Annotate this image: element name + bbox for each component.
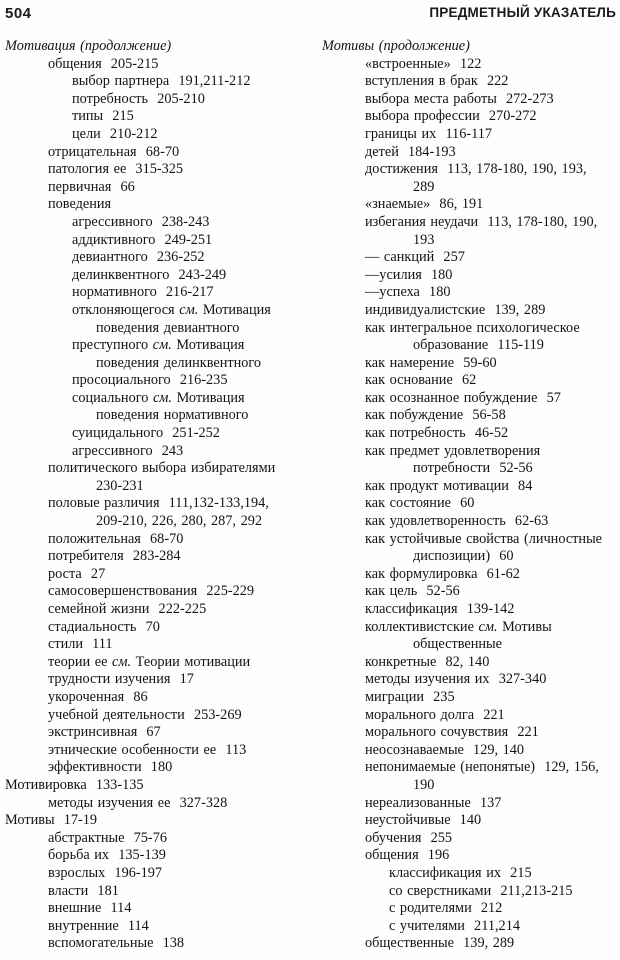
index-entry-text: вступления в брак 222 xyxy=(365,73,509,90)
index-entry-text: достижения 113, 178-180, 190, 193, xyxy=(365,161,587,178)
index-entry-text: «знаемые» 86, 191 xyxy=(365,196,484,213)
index-entry xyxy=(5,38,305,56)
index-entry-text: 230-231 xyxy=(96,477,144,494)
index-entry xyxy=(322,407,620,425)
index-entry xyxy=(5,777,305,795)
index-entry-text: выбора профессии 270-272 xyxy=(365,108,537,125)
index-entry xyxy=(322,865,620,883)
index-entry-text: преступного xyxy=(72,337,153,354)
index-entry xyxy=(5,935,305,953)
index-entry-text: см. xyxy=(152,389,172,406)
index-entry xyxy=(322,812,620,830)
index-entry xyxy=(322,935,620,953)
index-entry xyxy=(322,742,620,760)
index-entry-text: классификация их 215 xyxy=(389,864,532,881)
index-entry xyxy=(322,337,620,355)
index-entry xyxy=(322,548,620,566)
index-entry-text: Мотивы 17-19 xyxy=(5,812,98,829)
index-entry xyxy=(5,759,305,777)
index-entry-text: роста 27 xyxy=(48,565,106,582)
index-entry xyxy=(322,531,620,549)
index-entry-text: политического выбора избирателями xyxy=(48,460,276,477)
index-entry-text: потребность 205-210 xyxy=(72,90,205,107)
index-entry-text: как предмет удовлетворения xyxy=(365,442,541,459)
index-entry xyxy=(5,407,305,425)
index-entry-text: как потребность 46-52 xyxy=(365,425,509,442)
index-entry xyxy=(5,56,305,74)
index-entry-text: стадиальность 70 xyxy=(48,618,160,635)
index-entry xyxy=(5,108,305,126)
index-entry xyxy=(5,883,305,901)
index-entry-text: выбора места работы 272-273 xyxy=(365,90,554,107)
index-entry-text: внешние 114 xyxy=(48,900,132,917)
index-entry xyxy=(322,654,620,672)
index-entry xyxy=(322,144,620,162)
index-entry xyxy=(322,830,620,848)
index-entry-text: конкретные 82, 140 xyxy=(365,653,490,670)
index-entry-text: положительная 68-70 xyxy=(48,530,184,547)
index-entry xyxy=(322,566,620,584)
index-entry xyxy=(5,73,305,91)
index-entry-text: со сверстниками 211,213-215 xyxy=(389,882,573,899)
index-entry xyxy=(5,619,305,637)
index-entry xyxy=(322,777,620,795)
index-entry-text: см. xyxy=(112,653,132,670)
index-entry xyxy=(5,566,305,584)
index-entry-text: типы 215 xyxy=(72,108,134,125)
index-entry-text: Теории мотивации xyxy=(131,653,251,670)
index-entry-text: стили 111 xyxy=(48,636,113,653)
index-entry-text: поведения девиантного xyxy=(96,319,240,336)
index-entry-text: Мотивация xyxy=(198,301,271,318)
index-entry-text: общественные xyxy=(413,636,502,653)
index-entry-text: семейной жизни 222-225 xyxy=(48,601,207,617)
index-entry-text: Мотивы (продолжение) xyxy=(322,38,470,54)
index-entry xyxy=(5,847,305,865)
index-entry-text: см. xyxy=(478,618,498,635)
index-entry xyxy=(322,73,620,91)
index-entry-text: морального долга 221 xyxy=(365,706,505,723)
index-entry-text: с учителями 211,214 xyxy=(389,917,520,934)
index-entry xyxy=(5,161,305,179)
index-entry-text: просоциального 216-235 xyxy=(72,372,228,389)
index-entry-text: поведения нормативного xyxy=(96,407,249,424)
index-entry xyxy=(5,284,305,302)
index-entry-text: Мотивация xyxy=(172,389,245,406)
index-entry-text: потребителя 283-284 xyxy=(48,548,181,565)
index-entry-text: эффективности 180 xyxy=(48,759,173,776)
index-entry xyxy=(5,531,305,549)
index-entry-text: как побуждение 56-58 xyxy=(365,407,506,424)
index-entry-text: Мотивировка 133-135 xyxy=(5,776,144,793)
index-entry xyxy=(5,196,305,214)
index-entry-text: суицидального 251-252 xyxy=(72,425,220,442)
index-entry-text: экстринсивная 67 xyxy=(48,724,161,741)
index-entry xyxy=(322,883,620,901)
index-entry-text: неосознаваемые 129, 140 xyxy=(365,741,525,758)
index-entry xyxy=(322,795,620,813)
index-entry-text: выбор партнера 191,211-212 xyxy=(72,73,251,90)
index-entry-text: вспомогательные 138 xyxy=(48,935,185,952)
index-entry xyxy=(322,636,620,654)
index-entry-text: 193 xyxy=(413,231,435,248)
index-entry-text: 289 xyxy=(413,178,435,195)
index-entry xyxy=(322,495,620,513)
index-entry xyxy=(5,443,305,461)
index-entry xyxy=(5,707,305,725)
index-entry xyxy=(5,583,305,601)
index-entry-text: взрослых 196-197 xyxy=(48,864,163,881)
index-entry-text: непонимаемые (непонятые) 129, 156, xyxy=(365,759,599,776)
index-entry xyxy=(5,232,305,250)
index-entry-text: методы изучения ее 327-328 xyxy=(48,794,228,811)
index-entry xyxy=(322,513,620,531)
index-entry xyxy=(5,601,305,619)
index-entry xyxy=(322,267,620,285)
index-entry xyxy=(322,249,620,267)
index-entry-text: — санкций 257 xyxy=(365,249,465,266)
index-entry-text: потребности 52-56 xyxy=(413,460,533,477)
index-entry xyxy=(322,108,620,126)
page-number: 504 xyxy=(5,5,32,22)
index-entry-text: как интегральное психологическое xyxy=(365,319,580,336)
index-entry-text: общественные 139, 289 xyxy=(365,935,515,952)
index-entry xyxy=(5,372,305,390)
index-entry xyxy=(5,478,305,496)
index-entry-text: методы изучения их 327-340 xyxy=(365,671,547,688)
index-entry xyxy=(322,619,620,637)
index-entry-text: половые различия 111,132-133,194, xyxy=(48,495,269,512)
index-entry-text: агрессивного 243 xyxy=(72,442,184,459)
index-entry-text: агрессивного 238-243 xyxy=(72,213,210,230)
index-entry xyxy=(322,56,620,74)
index-entry xyxy=(322,918,620,936)
index-entry-text: как формулировка 61-62 xyxy=(365,565,520,582)
index-entry xyxy=(322,390,620,408)
index-entry-text: как продукт мотивации 84 xyxy=(365,477,533,494)
index-entry xyxy=(5,267,305,285)
index-entry-text: неустойчивые 140 xyxy=(365,812,482,829)
index-entry-text: избегания неудачи 113, 178-180, 190, xyxy=(365,213,598,230)
index-entry xyxy=(5,812,305,830)
index-entry-text: общения 196 xyxy=(365,847,450,864)
index-entry-text: первичная 66 xyxy=(48,178,135,195)
index-entry xyxy=(5,214,305,232)
index-entry-text: см. xyxy=(152,337,172,354)
index-entry xyxy=(5,390,305,408)
index-entry-text: отрицательная 68-70 xyxy=(48,143,180,160)
index-entry-text: Мотивация (продолжение) xyxy=(5,38,172,54)
index-entry-text: границы их 116-117 xyxy=(365,125,493,142)
index-entry-text: образование 115-119 xyxy=(413,337,544,354)
index-entry-text: общения 205-215 xyxy=(48,55,159,72)
index-entry xyxy=(5,654,305,672)
index-entry-text: «встроенные» 122 xyxy=(365,55,482,72)
index-entry-text: нереализованные 137 xyxy=(365,794,502,811)
index-entry-text: 209-210, 226, 280, 287, 292 xyxy=(96,513,263,530)
index-entry xyxy=(322,425,620,443)
index-entry-text: миграции 235 xyxy=(365,688,455,705)
index-entry xyxy=(5,795,305,813)
index-entry xyxy=(322,161,620,179)
index-entry-text: власти 181 xyxy=(48,882,119,899)
index-entry xyxy=(5,548,305,566)
index-entry-text: трудности изучения 17 xyxy=(48,671,194,688)
index-entry xyxy=(322,689,620,707)
index-entry xyxy=(322,284,620,302)
index-entry xyxy=(5,460,305,478)
index-entry-text: как основание 62 xyxy=(365,372,477,389)
index-entry-text: Мотивация xyxy=(171,337,245,354)
index-entry-text: делинквентного 243-249 xyxy=(72,266,227,283)
index-entry xyxy=(322,320,620,338)
index-entry-text: как состояние 60 xyxy=(365,495,475,512)
index-entry-text: как намерение 59-60 xyxy=(365,354,497,371)
index-entry-text: поведения xyxy=(48,196,112,213)
index-entry-text: —усилия 180 xyxy=(365,266,453,283)
index-entry xyxy=(5,126,305,144)
index-entry xyxy=(322,671,620,689)
index-entry xyxy=(322,478,620,496)
index-entry xyxy=(322,583,620,601)
index-entry xyxy=(5,671,305,689)
index-entry xyxy=(5,91,305,109)
index-entry xyxy=(322,443,620,461)
index-entry-text: теории ее xyxy=(48,653,113,670)
index-entry xyxy=(322,179,620,197)
running-head xyxy=(5,5,616,27)
index-entry xyxy=(322,707,620,725)
index-entry xyxy=(5,865,305,883)
index-entry-text: внутренние 114 xyxy=(48,917,149,934)
index-entry-text: абстрактные 75-76 xyxy=(48,829,167,846)
index-entry xyxy=(5,495,305,513)
index-entry xyxy=(322,759,620,777)
index-entry-text: коллективистские xyxy=(365,618,479,635)
index-entry xyxy=(5,742,305,760)
index-entry-text: как устойчивые свойства (личностные xyxy=(365,530,603,547)
index-entry xyxy=(5,900,305,918)
index-entry xyxy=(5,689,305,707)
index-entry-text: как удовлетворенность 62-63 xyxy=(365,513,549,530)
index-entry-text: учебной деятельности 253-269 xyxy=(48,706,242,723)
index-entry-text: детей 184-193 xyxy=(365,143,456,160)
index-column-right xyxy=(322,38,620,953)
index-entry-text: индивидуалистские 139, 289 xyxy=(365,301,546,318)
index-entry xyxy=(322,38,620,56)
index-entry-text: поведения делинквентного xyxy=(96,354,262,371)
index-entry xyxy=(322,91,620,109)
index-entry-text: —успеха 180 xyxy=(365,284,451,301)
index-entry xyxy=(5,830,305,848)
index-column-left xyxy=(5,38,305,953)
index-entry-text: обучения 255 xyxy=(365,829,453,846)
index-entry xyxy=(322,847,620,865)
index-entry xyxy=(322,601,620,619)
index-entry xyxy=(322,302,620,320)
index-entry xyxy=(5,636,305,654)
index-entry-text: как цель 52-56 xyxy=(365,583,460,600)
index-entry xyxy=(5,249,305,267)
index-entry-text: аддиктивного 249-251 xyxy=(72,231,213,248)
index-entry-text: морального сочувствия 221 xyxy=(365,724,539,741)
index-entry-text: борьба их 135-139 xyxy=(48,847,166,864)
index-entry xyxy=(5,179,305,197)
index-entry xyxy=(5,337,305,355)
index-entry-text: самосовершенствования 225-229 xyxy=(48,583,255,600)
index-entry xyxy=(5,724,305,742)
index-entry xyxy=(322,196,620,214)
index-entry xyxy=(322,724,620,742)
index-entry xyxy=(322,355,620,373)
index-entry-text: этнические особенности ее 113 xyxy=(48,741,247,758)
index-entry-text: Мотивы xyxy=(497,618,552,635)
index-entry xyxy=(5,144,305,162)
index-entry-text: нормативного 216-217 xyxy=(72,284,214,301)
index-entry-text: 190 xyxy=(413,776,435,793)
index-entry xyxy=(322,900,620,918)
index-entry xyxy=(5,320,305,338)
index-entry-text: девиантного 236-252 xyxy=(72,249,205,266)
index-entry-text: см. xyxy=(179,301,199,318)
page-header-title: ПРЕДМЕТНЫЙ УКАЗАТЕЛЬ xyxy=(429,5,616,20)
index-entry xyxy=(5,425,305,443)
index-entry-text: цели 210-212 xyxy=(72,125,158,142)
index-entry-text: социального xyxy=(72,389,153,406)
index-entry xyxy=(322,372,620,390)
index-entry xyxy=(322,460,620,478)
index-entry-text: отклоняющегося xyxy=(72,301,180,318)
index-entry-text: классификация 139-142 xyxy=(365,601,515,617)
index-entry-text: как осознанное побуждение 57 xyxy=(365,389,561,406)
index-entry xyxy=(322,214,620,232)
index-entry xyxy=(5,355,305,373)
index-entry-text: диспозиции) 60 xyxy=(413,548,514,565)
index-entry-text: укороченная 86 xyxy=(48,688,148,705)
index-entry xyxy=(322,126,620,144)
index-entry-text: патология ее 315-325 xyxy=(48,161,184,178)
index-entry-text: с родителями 212 xyxy=(389,900,503,917)
index-entry xyxy=(5,513,305,531)
index-entry xyxy=(5,918,305,936)
index-entry xyxy=(5,302,305,320)
index-entry xyxy=(322,232,620,250)
